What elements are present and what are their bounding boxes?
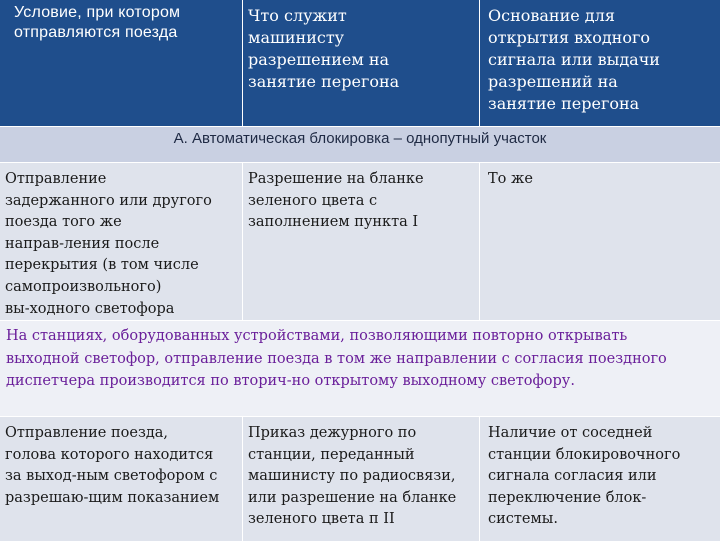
- header-permission: Что служит машинисту разрешением на занятие перегона: [242, 0, 479, 126]
- row1-permission: Разрешение на бланке зеленого цвета с заполнением пункта I: [242, 163, 479, 321]
- table-row: [0, 162, 720, 320]
- row2-permission: Приказ дежурного по станции, переданный машинисту по радиосвязи, или разрешение на бланке зеленого цвета п II: [242, 417, 479, 541]
- row2-basis: Наличие от соседней станции блокировочного сигнала согласия или переключение блок- системы.: [479, 417, 720, 541]
- row2-condition: Отправление поезда, голова которого находится за выход-ным светофором с разрешаю-щим показанием: [5, 425, 220, 506]
- section-heading-row: [0, 126, 720, 162]
- row1-condition: Отправление задержанного или другого поезда того же направ-ления после перекрытия (в том числе самопроизвольного) вы-ходного светофора: [5, 171, 212, 317]
- note-text: На станциях, оборудованных устройствами, позволяющими повторно открывать выходной светофор, отправление поезда в том же направлении с согласия поездного диспетчера производится по вторич-но открытому выходному светофору.: [6, 328, 667, 389]
- header-basis: Основание для открытия входного сигнала или выдачи разрешений на занятие перегона: [479, 0, 720, 126]
- note-row: [0, 320, 720, 416]
- section-title: А. Автоматическая блокировка – однопутный участок: [173, 130, 547, 147]
- row1-basis: То же: [479, 163, 720, 321]
- table-row: [0, 416, 720, 540]
- header-condition: Условие, при котором отправляются поезда: [14, 4, 181, 41]
- table-header-row: [0, 0, 720, 126]
